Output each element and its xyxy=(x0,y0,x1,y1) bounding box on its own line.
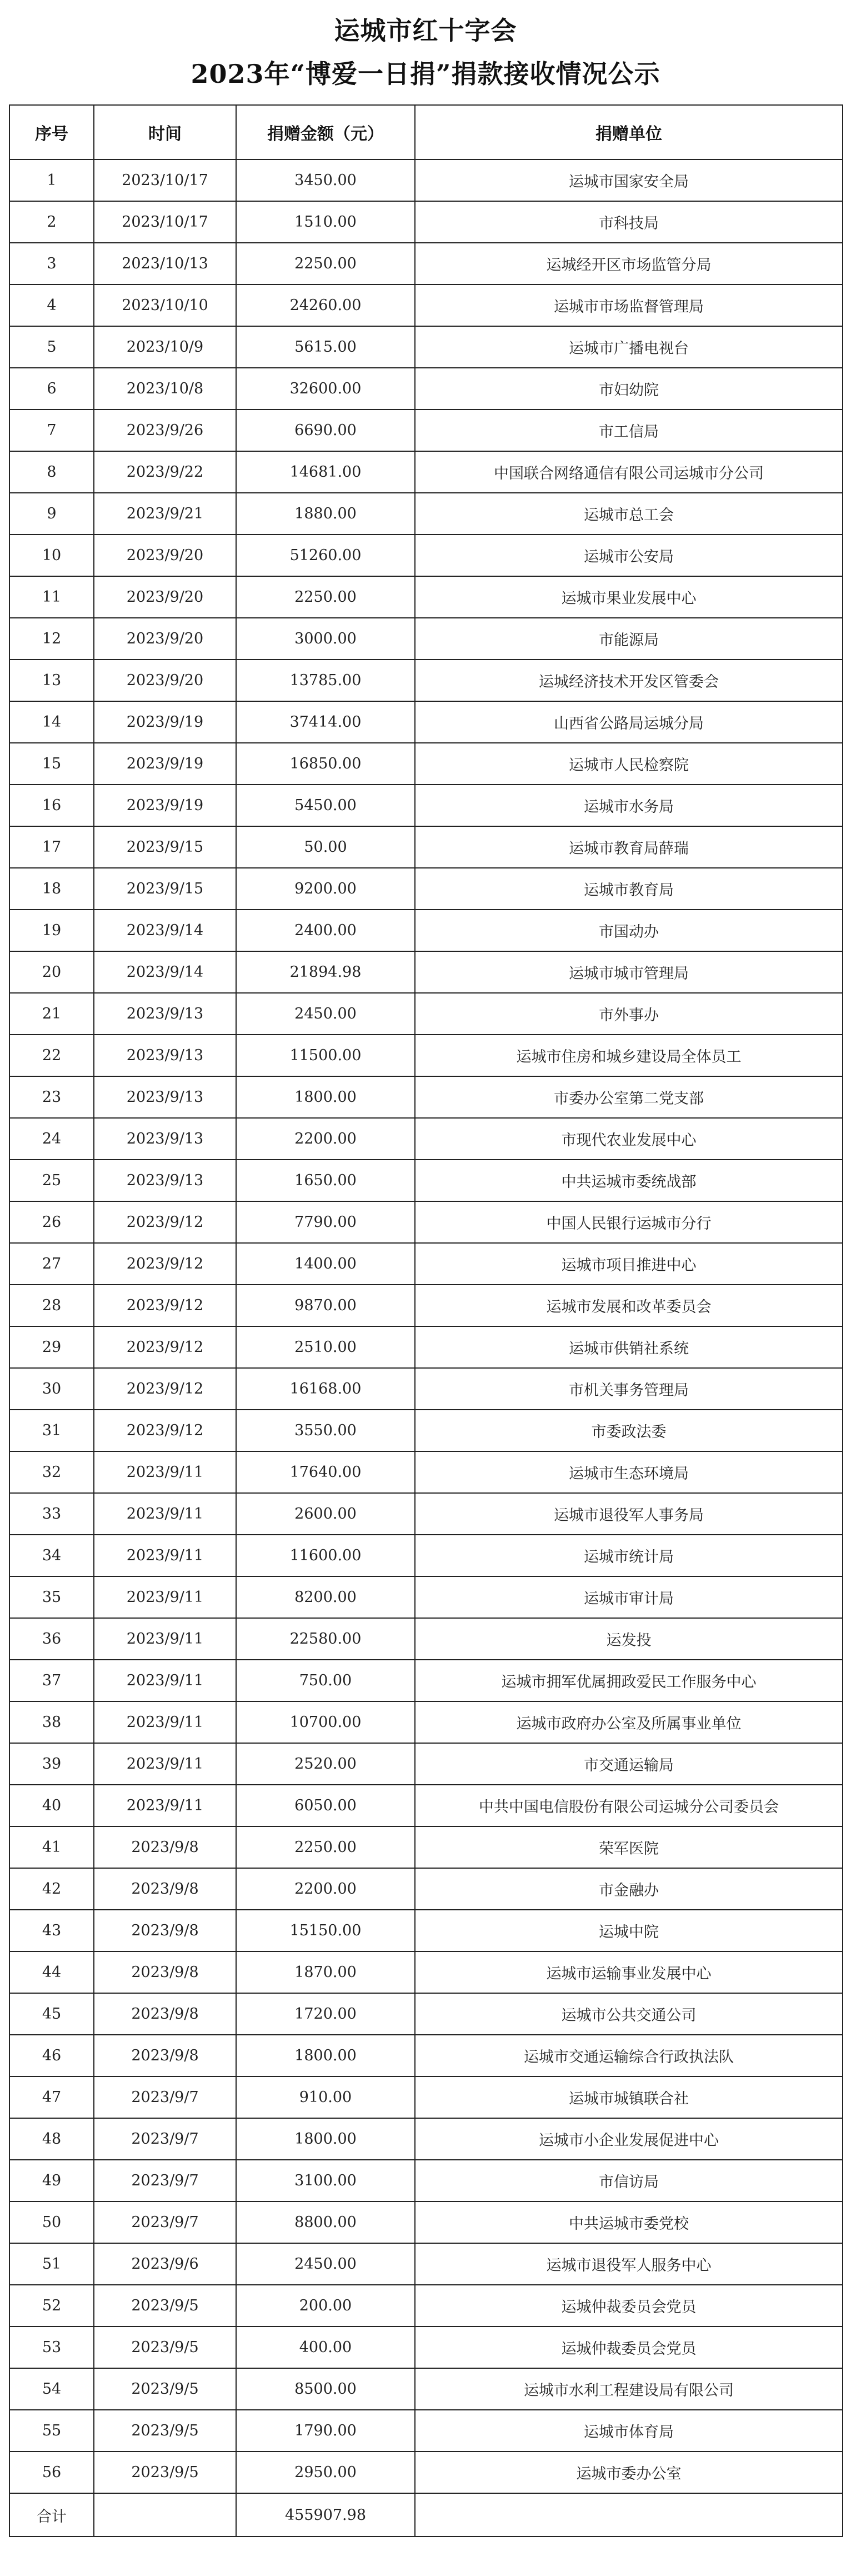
row-index: 48 xyxy=(9,2118,94,2160)
row-amount: 8800.00 xyxy=(236,2201,415,2243)
table-row xyxy=(9,910,843,951)
table-row xyxy=(9,868,843,910)
row-date: 2023/9/7 xyxy=(94,2160,236,2201)
row-date: 2023/10/17 xyxy=(94,201,236,243)
table-row xyxy=(9,2243,843,2285)
row-date: 2023/9/20 xyxy=(94,576,236,618)
table-row xyxy=(9,326,843,368)
row-unit: 市国动办 xyxy=(415,910,843,951)
row-index: 44 xyxy=(9,1951,94,1993)
row-unit: 市妇幼院 xyxy=(415,368,843,410)
row-amount: 200.00 xyxy=(236,2285,415,2327)
row-index: 38 xyxy=(9,1701,94,1743)
row-date: 2023/9/7 xyxy=(94,2076,236,2118)
row-amount: 8200.00 xyxy=(236,1576,415,1618)
row-date: 2023/9/7 xyxy=(94,2118,236,2160)
row-amount: 21894.98 xyxy=(236,951,415,993)
row-date: 2023/9/13 xyxy=(94,1118,236,1160)
row-unit: 市现代农业发展中心 xyxy=(415,1118,843,1160)
row-date: 2023/9/11 xyxy=(94,1493,236,1535)
table-row xyxy=(9,2285,843,2327)
table-row xyxy=(9,1285,843,1326)
row-amount: 14681.00 xyxy=(236,451,415,493)
row-index: 24 xyxy=(9,1118,94,1160)
row-date: 2023/9/14 xyxy=(94,951,236,993)
row-unit: 运城市发展和改革委员会 xyxy=(415,1285,843,1326)
row-amount: 11500.00 xyxy=(236,1035,415,1076)
row-amount: 17640.00 xyxy=(236,1451,415,1493)
table-row xyxy=(9,1076,843,1118)
row-unit: 市金融办 xyxy=(415,1868,843,1910)
row-unit: 市委办公室第二党支部 xyxy=(415,1076,843,1118)
title-line-organization: 运城市红十字会 xyxy=(334,16,517,46)
row-unit: 运城市统计局 xyxy=(415,1535,843,1576)
row-index: 20 xyxy=(9,951,94,993)
row-date: 2023/9/20 xyxy=(94,660,236,701)
row-date: 2023/9/12 xyxy=(94,1410,236,1451)
row-date: 2023/9/11 xyxy=(94,1660,236,1701)
table-row xyxy=(9,1410,843,1451)
row-index: 30 xyxy=(9,1368,94,1410)
row-index: 40 xyxy=(9,1785,94,1826)
table-row xyxy=(9,284,843,326)
total-label: 合计 xyxy=(9,2493,94,2537)
row-amount: 5450.00 xyxy=(236,785,415,826)
row-amount: 3450.00 xyxy=(236,159,415,201)
title-line-subject: 2023年“博爱一日捐”捐款接收情况公示 xyxy=(191,59,660,89)
row-index: 45 xyxy=(9,1993,94,2035)
row-index: 31 xyxy=(9,1410,94,1451)
table-row xyxy=(9,368,843,410)
row-amount: 2520.00 xyxy=(236,1743,415,1785)
row-date: 2023/9/20 xyxy=(94,618,236,660)
row-date: 2023/9/5 xyxy=(94,2327,236,2368)
row-date: 2023/9/8 xyxy=(94,1951,236,1993)
row-unit: 运城经开区市场监管分局 xyxy=(415,243,843,284)
row-date: 2023/9/5 xyxy=(94,2285,236,2327)
row-amount: 32600.00 xyxy=(236,368,415,410)
row-unit: 运城市小企业发展促进中心 xyxy=(415,2118,843,2160)
row-amount: 3100.00 xyxy=(236,2160,415,2201)
document-title xyxy=(0,0,851,104)
table-row xyxy=(9,1201,843,1243)
row-date: 2023/9/11 xyxy=(94,1618,236,1660)
row-date: 2023/9/8 xyxy=(94,1826,236,1868)
row-amount: 750.00 xyxy=(236,1660,415,1701)
row-index: 6 xyxy=(9,368,94,410)
table-row xyxy=(9,743,843,785)
row-amount: 5615.00 xyxy=(236,326,415,368)
table-row xyxy=(9,2368,843,2410)
row-unit: 运城市公共交通公司 xyxy=(415,1993,843,2035)
row-amount: 9200.00 xyxy=(236,868,415,910)
row-unit: 市科技局 xyxy=(415,201,843,243)
table-row xyxy=(9,1993,843,2035)
row-date: 2023/9/12 xyxy=(94,1243,236,1285)
row-date: 2023/9/5 xyxy=(94,2410,236,2452)
row-amount: 16850.00 xyxy=(236,743,415,785)
table-row xyxy=(9,1910,843,1951)
row-index: 41 xyxy=(9,1826,94,1868)
donation-table xyxy=(9,104,843,2537)
row-unit: 中国人民银行运城市分行 xyxy=(415,1201,843,1243)
row-unit: 市机关事务管理局 xyxy=(415,1368,843,1410)
row-amount: 15150.00 xyxy=(236,1910,415,1951)
row-amount: 13785.00 xyxy=(236,660,415,701)
row-date: 2023/10/17 xyxy=(94,159,236,201)
row-unit: 运城市交通运输综合行政执法队 xyxy=(415,2035,843,2076)
row-date: 2023/10/13 xyxy=(94,243,236,284)
table-row xyxy=(9,2452,843,2493)
row-index: 54 xyxy=(9,2368,94,2410)
table-row xyxy=(9,159,843,201)
row-index: 18 xyxy=(9,868,94,910)
row-amount: 1720.00 xyxy=(236,1993,415,2035)
table-row xyxy=(9,1118,843,1160)
row-amount: 1510.00 xyxy=(236,201,415,243)
row-amount: 1880.00 xyxy=(236,493,415,535)
row-amount: 2450.00 xyxy=(236,993,415,1035)
total-amount: 455907.98 xyxy=(236,2493,415,2537)
row-index: 34 xyxy=(9,1535,94,1576)
row-date: 2023/9/15 xyxy=(94,826,236,868)
row-index: 28 xyxy=(9,1285,94,1326)
row-amount: 2510.00 xyxy=(236,1326,415,1368)
row-amount: 37414.00 xyxy=(236,701,415,743)
row-index: 47 xyxy=(9,2076,94,2118)
row-index: 23 xyxy=(9,1076,94,1118)
row-amount: 1870.00 xyxy=(236,1951,415,1993)
row-amount: 6690.00 xyxy=(236,410,415,451)
header-date: 时间 xyxy=(94,105,236,159)
row-unit: 中国联合网络通信有限公司运城市分公司 xyxy=(415,451,843,493)
row-amount: 2600.00 xyxy=(236,1493,415,1535)
row-date: 2023/9/21 xyxy=(94,493,236,535)
table-row xyxy=(9,2327,843,2368)
row-unit: 运城市退役军人事务局 xyxy=(415,1493,843,1535)
row-amount: 3550.00 xyxy=(236,1410,415,1451)
row-amount: 2250.00 xyxy=(236,576,415,618)
row-unit: 运城市委办公室 xyxy=(415,2452,843,2493)
row-unit: 中共中国电信股份有限公司运城分公司委员会 xyxy=(415,1785,843,1826)
row-date: 2023/9/11 xyxy=(94,1701,236,1743)
row-index: 16 xyxy=(9,785,94,826)
table-body xyxy=(9,159,843,2493)
row-index: 49 xyxy=(9,2160,94,2201)
table-row xyxy=(9,576,843,618)
row-date: 2023/9/14 xyxy=(94,910,236,951)
total-unit-cell xyxy=(415,2493,843,2537)
row-amount: 16168.00 xyxy=(236,1368,415,1410)
table-row xyxy=(9,618,843,660)
table-row xyxy=(9,1743,843,1785)
row-amount: 2250.00 xyxy=(236,243,415,284)
row-date: 2023/9/11 xyxy=(94,1785,236,1826)
row-amount: 2200.00 xyxy=(236,1868,415,1910)
row-amount: 1650.00 xyxy=(236,1160,415,1201)
row-date: 2023/9/5 xyxy=(94,2452,236,2493)
row-index: 52 xyxy=(9,2285,94,2327)
row-index: 51 xyxy=(9,2243,94,2285)
row-date: 2023/9/8 xyxy=(94,1910,236,1951)
row-index: 27 xyxy=(9,1243,94,1285)
row-date: 2023/9/11 xyxy=(94,1535,236,1576)
row-amount: 1800.00 xyxy=(236,2035,415,2076)
row-date: 2023/9/11 xyxy=(94,1576,236,1618)
row-unit: 运发投 xyxy=(415,1618,843,1660)
row-unit: 运城市总工会 xyxy=(415,493,843,535)
row-index: 29 xyxy=(9,1326,94,1368)
row-unit: 山西省公路局运城分局 xyxy=(415,701,843,743)
table-row xyxy=(9,1826,843,1868)
table-row xyxy=(9,410,843,451)
table-row xyxy=(9,1576,843,1618)
row-date: 2023/9/7 xyxy=(94,2201,236,2243)
row-amount: 8500.00 xyxy=(236,2368,415,2410)
table-row xyxy=(9,2201,843,2243)
table-row xyxy=(9,1701,843,1743)
row-date: 2023/9/11 xyxy=(94,1743,236,1785)
row-unit: 中共运城市委党校 xyxy=(415,2201,843,2243)
table-header-row xyxy=(9,105,843,159)
row-unit: 运城仲裁委员会党员 xyxy=(415,2327,843,2368)
table-row xyxy=(9,701,843,743)
row-unit: 运城市果业发展中心 xyxy=(415,576,843,618)
row-date: 2023/9/26 xyxy=(94,410,236,451)
row-amount: 51260.00 xyxy=(236,535,415,576)
row-amount: 10700.00 xyxy=(236,1701,415,1743)
row-amount: 24260.00 xyxy=(236,284,415,326)
row-date: 2023/9/12 xyxy=(94,1285,236,1326)
table-row xyxy=(9,1618,843,1660)
row-unit: 荣军医院 xyxy=(415,1826,843,1868)
table-row xyxy=(9,1535,843,1576)
row-index: 50 xyxy=(9,2201,94,2243)
row-amount: 2250.00 xyxy=(236,1826,415,1868)
row-index: 9 xyxy=(9,493,94,535)
row-index: 43 xyxy=(9,1910,94,1951)
total-empty-cell xyxy=(94,2493,236,2537)
row-date: 2023/9/11 xyxy=(94,1451,236,1493)
row-index: 2 xyxy=(9,201,94,243)
row-index: 26 xyxy=(9,1201,94,1243)
table-row xyxy=(9,1160,843,1201)
row-date: 2023/9/8 xyxy=(94,2035,236,2076)
row-unit: 运城市市场监督管理局 xyxy=(415,284,843,326)
table-row xyxy=(9,2160,843,2201)
row-index: 39 xyxy=(9,1743,94,1785)
table-row xyxy=(9,2035,843,2076)
row-unit: 运城市水利工程建设局有限公司 xyxy=(415,2368,843,2410)
row-unit: 市外事办 xyxy=(415,993,843,1035)
row-date: 2023/9/13 xyxy=(94,1035,236,1076)
table-row xyxy=(9,493,843,535)
row-index: 13 xyxy=(9,660,94,701)
row-date: 2023/9/8 xyxy=(94,1993,236,2035)
row-amount: 1790.00 xyxy=(236,2410,415,2452)
row-index: 25 xyxy=(9,1160,94,1201)
row-unit: 运城市广播电视台 xyxy=(415,326,843,368)
table-row xyxy=(9,243,843,284)
row-index: 35 xyxy=(9,1576,94,1618)
row-date: 2023/9/13 xyxy=(94,1160,236,1201)
row-unit: 运城中院 xyxy=(415,1910,843,1951)
row-unit: 运城市教育局 xyxy=(415,868,843,910)
row-index: 21 xyxy=(9,993,94,1035)
table-row xyxy=(9,826,843,868)
row-unit: 运城市人民检察院 xyxy=(415,743,843,785)
table-row xyxy=(9,2410,843,2452)
row-index: 4 xyxy=(9,284,94,326)
table-row xyxy=(9,1451,843,1493)
row-index: 22 xyxy=(9,1035,94,1076)
row-unit: 中共运城市委统战部 xyxy=(415,1160,843,1201)
row-index: 3 xyxy=(9,243,94,284)
row-amount: 1800.00 xyxy=(236,2118,415,2160)
row-index: 36 xyxy=(9,1618,94,1660)
table-row xyxy=(9,1660,843,1701)
row-index: 10 xyxy=(9,535,94,576)
row-date: 2023/9/13 xyxy=(94,993,236,1035)
table-row xyxy=(9,785,843,826)
row-index: 53 xyxy=(9,2327,94,2368)
row-unit: 运城市公安局 xyxy=(415,535,843,576)
row-amount: 6050.00 xyxy=(236,1785,415,1826)
row-index: 1 xyxy=(9,159,94,201)
row-date: 2023/9/13 xyxy=(94,1076,236,1118)
row-amount: 1400.00 xyxy=(236,1243,415,1285)
table-row xyxy=(9,1868,843,1910)
table-row xyxy=(9,2076,843,2118)
row-unit: 市信访局 xyxy=(415,2160,843,2201)
row-date: 2023/10/8 xyxy=(94,368,236,410)
row-date: 2023/10/9 xyxy=(94,326,236,368)
row-unit: 运城仲裁委员会党员 xyxy=(415,2285,843,2327)
row-unit: 运城市城市管理局 xyxy=(415,951,843,993)
row-unit: 运城市水务局 xyxy=(415,785,843,826)
table-row xyxy=(9,535,843,576)
row-date: 2023/9/12 xyxy=(94,1201,236,1243)
row-index: 37 xyxy=(9,1660,94,1701)
table-row xyxy=(9,1951,843,1993)
row-unit: 运城市运输事业发展中心 xyxy=(415,1951,843,1993)
row-unit: 市委政法委 xyxy=(415,1410,843,1451)
row-amount: 50.00 xyxy=(236,826,415,868)
row-date: 2023/9/15 xyxy=(94,868,236,910)
table-row xyxy=(9,1035,843,1076)
row-amount: 3000.00 xyxy=(236,618,415,660)
row-index: 11 xyxy=(9,576,94,618)
row-unit: 市工信局 xyxy=(415,410,843,451)
row-index: 17 xyxy=(9,826,94,868)
row-index: 42 xyxy=(9,1868,94,1910)
row-unit: 运城市城镇联合社 xyxy=(415,2076,843,2118)
row-date: 2023/9/20 xyxy=(94,535,236,576)
table-row xyxy=(9,201,843,243)
row-index: 55 xyxy=(9,2410,94,2452)
table-row xyxy=(9,660,843,701)
header-unit: 捐赠单位 xyxy=(415,105,843,159)
row-amount: 2400.00 xyxy=(236,910,415,951)
table-row xyxy=(9,2118,843,2160)
table-row xyxy=(9,951,843,993)
row-index: 14 xyxy=(9,701,94,743)
table-row xyxy=(9,1785,843,1826)
row-amount: 7790.00 xyxy=(236,1201,415,1243)
row-index: 7 xyxy=(9,410,94,451)
row-unit: 运城市住房和城乡建设局全体员工 xyxy=(415,1035,843,1076)
table-row xyxy=(9,1243,843,1285)
row-unit: 运城市退役军人服务中心 xyxy=(415,2243,843,2285)
row-amount: 400.00 xyxy=(236,2327,415,2368)
header-amount: 捐赠金额（元） xyxy=(236,105,415,159)
row-amount: 2200.00 xyxy=(236,1118,415,1160)
row-date: 2023/9/12 xyxy=(94,1368,236,1410)
row-amount: 11600.00 xyxy=(236,1535,415,1576)
row-index: 15 xyxy=(9,743,94,785)
row-unit: 运城市国家安全局 xyxy=(415,159,843,201)
row-index: 19 xyxy=(9,910,94,951)
row-date: 2023/9/8 xyxy=(94,1868,236,1910)
table-row xyxy=(9,1493,843,1535)
row-amount: 9870.00 xyxy=(236,1285,415,1326)
row-date: 2023/9/6 xyxy=(94,2243,236,2285)
row-unit: 运城市拥军优属拥政爱民工作服务中心 xyxy=(415,1660,843,1701)
row-index: 32 xyxy=(9,1451,94,1493)
row-index: 33 xyxy=(9,1493,94,1535)
row-amount: 1800.00 xyxy=(236,1076,415,1118)
total-row xyxy=(9,2493,843,2537)
row-amount: 2450.00 xyxy=(236,2243,415,2285)
row-date: 2023/9/5 xyxy=(94,2368,236,2410)
row-date: 2023/9/19 xyxy=(94,701,236,743)
row-date: 2023/9/22 xyxy=(94,451,236,493)
row-amount: 910.00 xyxy=(236,2076,415,2118)
row-index: 8 xyxy=(9,451,94,493)
row-unit: 运城经济技术开发区管委会 xyxy=(415,660,843,701)
row-unit: 市能源局 xyxy=(415,618,843,660)
row-unit: 运城市政府办公室及所属事业单位 xyxy=(415,1701,843,1743)
row-date: 2023/9/12 xyxy=(94,1326,236,1368)
row-unit: 运城市体育局 xyxy=(415,2410,843,2452)
row-unit: 运城市教育局薛瑞 xyxy=(415,826,843,868)
row-index: 12 xyxy=(9,618,94,660)
table-row xyxy=(9,1368,843,1410)
row-date: 2023/9/19 xyxy=(94,785,236,826)
row-date: 2023/10/10 xyxy=(94,284,236,326)
row-index: 56 xyxy=(9,2452,94,2493)
row-unit: 运城市供销社系统 xyxy=(415,1326,843,1368)
table-row xyxy=(9,451,843,493)
row-amount: 2950.00 xyxy=(236,2452,415,2493)
row-unit: 市交通运输局 xyxy=(415,1743,843,1785)
row-unit: 运城市项目推进中心 xyxy=(415,1243,843,1285)
table-row xyxy=(9,993,843,1035)
header-index: 序号 xyxy=(9,105,94,159)
table-row xyxy=(9,1326,843,1368)
row-date: 2023/9/19 xyxy=(94,743,236,785)
row-index: 5 xyxy=(9,326,94,368)
row-unit: 运城市生态环境局 xyxy=(415,1451,843,1493)
row-index: 46 xyxy=(9,2035,94,2076)
row-amount: 22580.00 xyxy=(236,1618,415,1660)
row-unit: 运城市审计局 xyxy=(415,1576,843,1618)
